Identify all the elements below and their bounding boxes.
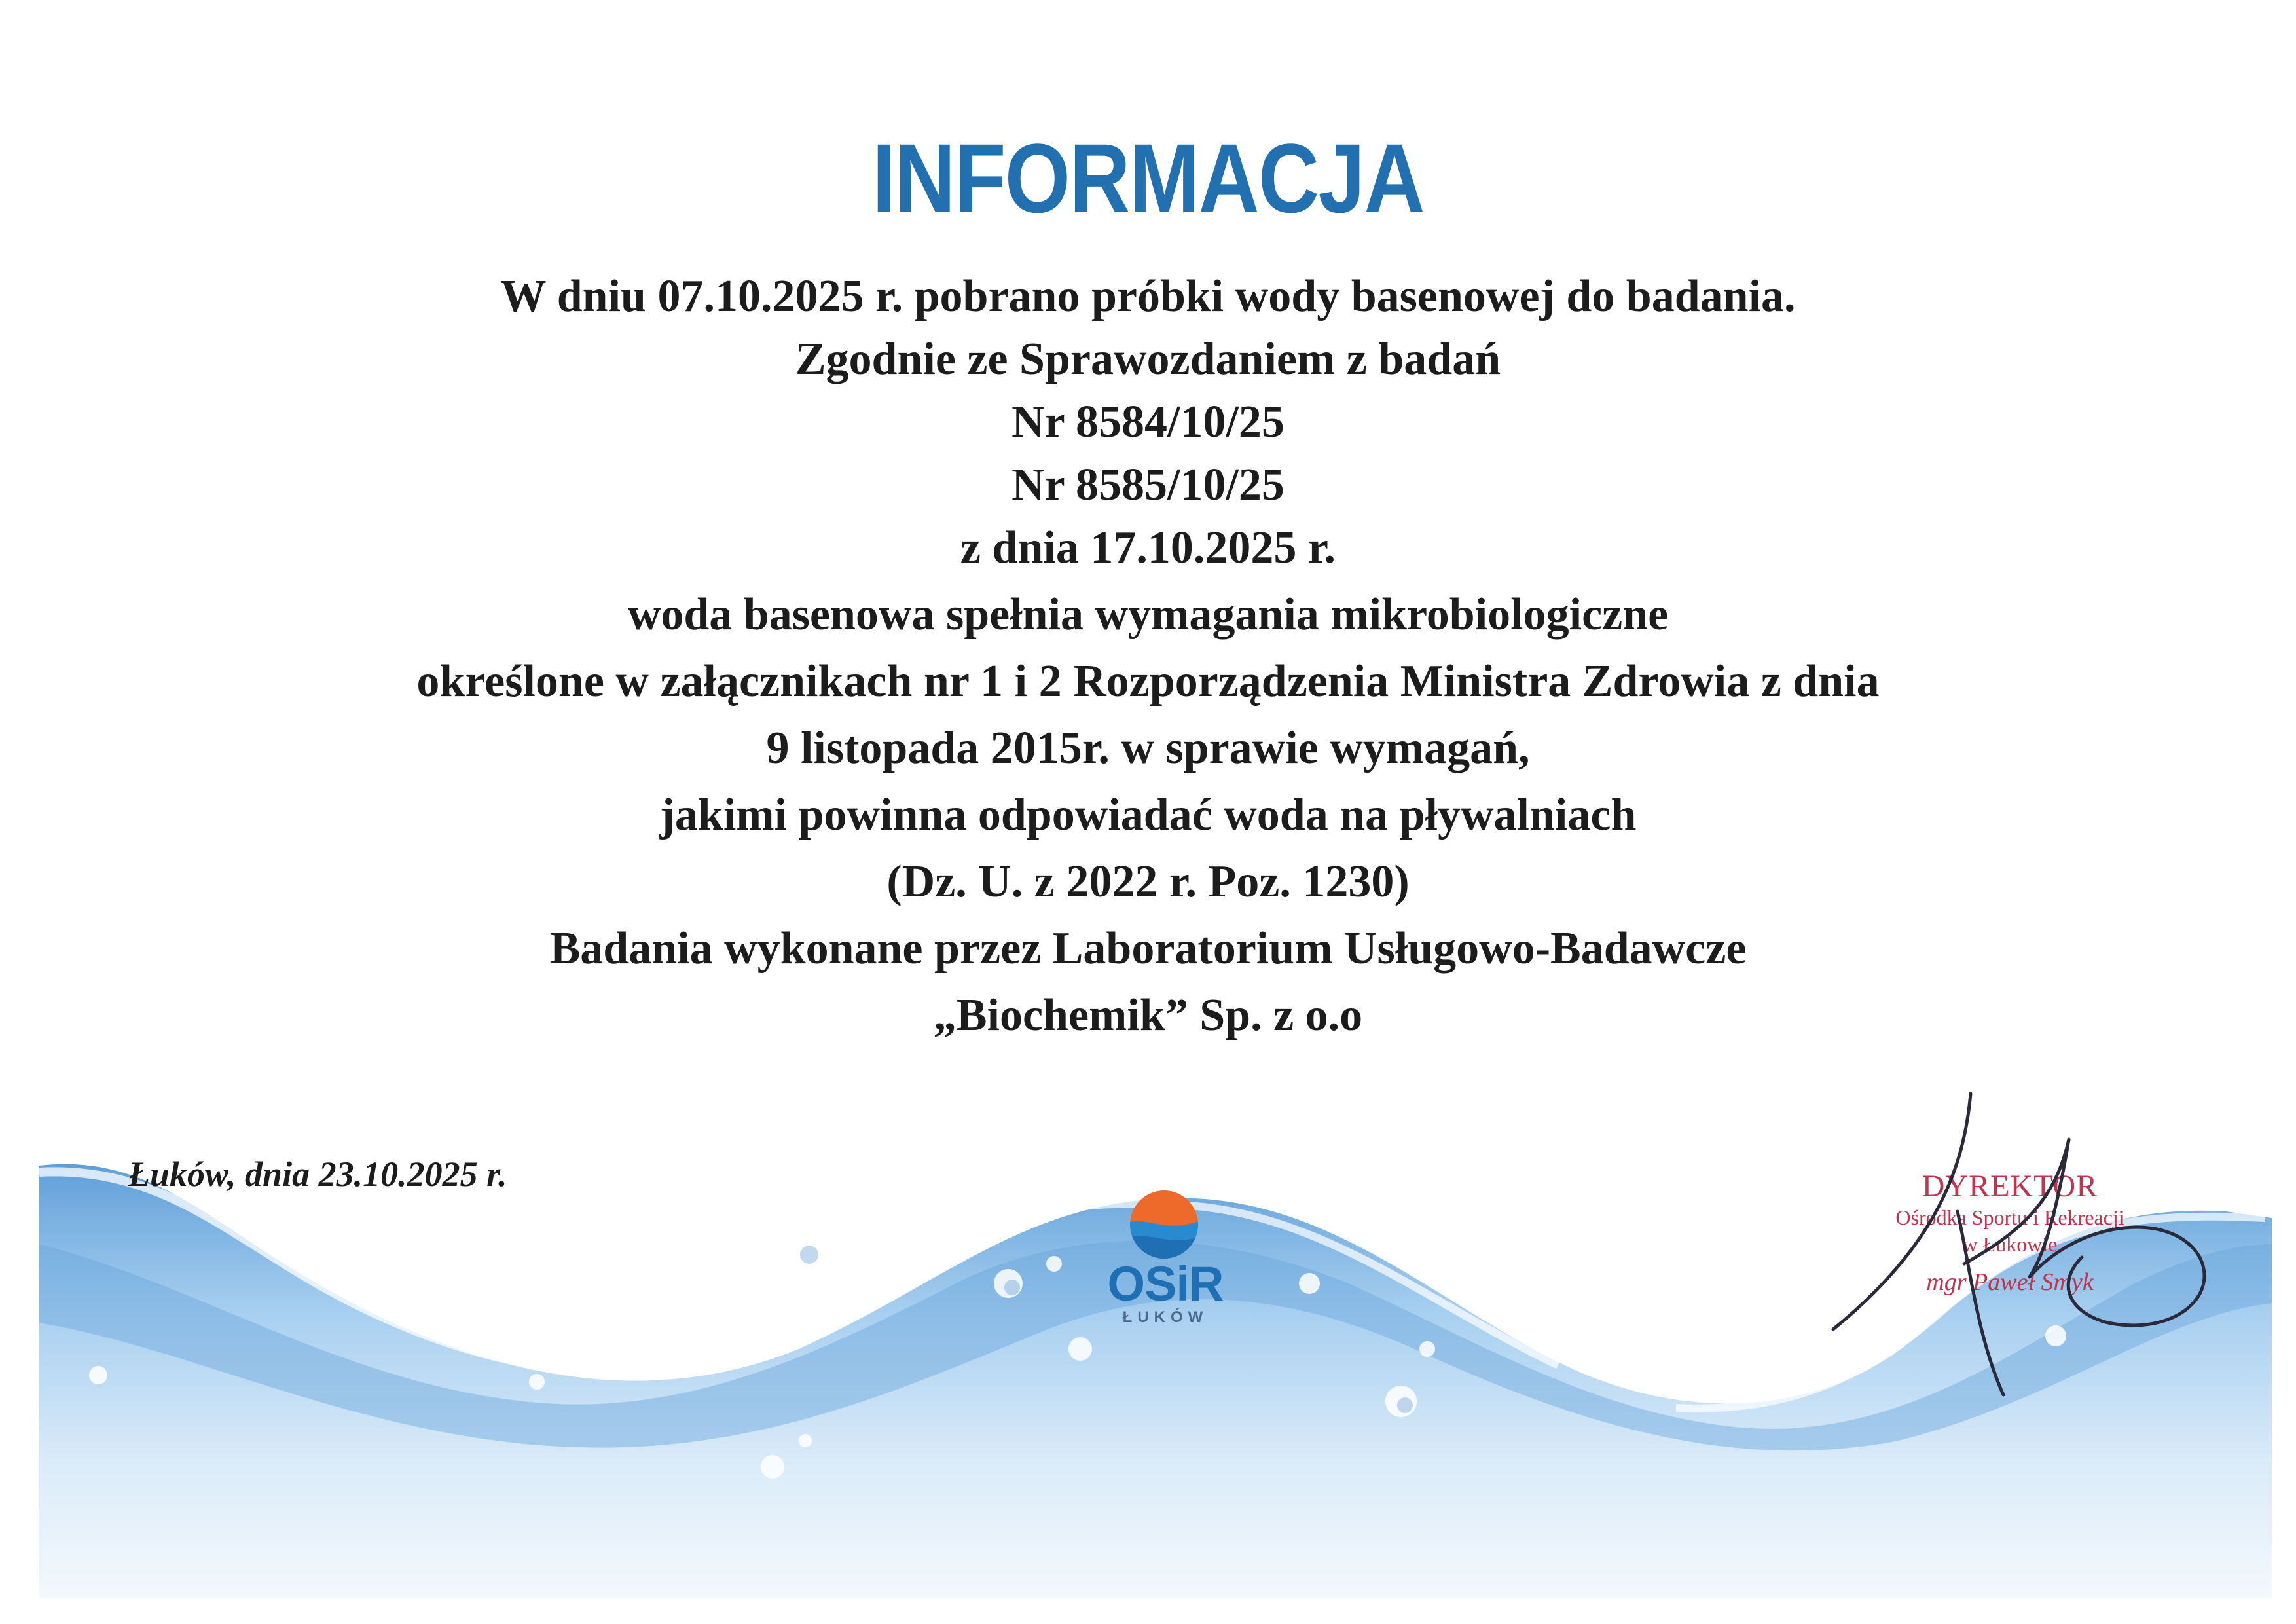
body-line: 9 listopada 2015r. w sprawie wymagań, [766, 723, 1530, 773]
stamp-title: DYREKTOR [1922, 1169, 2098, 1204]
body-line: woda basenowa spełnia wymagania mikrobiologiczne [627, 589, 1669, 640]
document-body [0, 271, 2296, 1060]
place-and-date: Łuków, dnia 23.10.2025 r. [128, 1154, 507, 1194]
logo-subtext: ŁUKÓW [1122, 1308, 1209, 1326]
body-line: (Dz. U. z 2022 r. Poz. 1230) [886, 857, 1410, 907]
body-line: Nr 8585/10/25 [1011, 460, 1285, 510]
body-line: „Biochemik” Sp. z o.o [933, 990, 1363, 1041]
body-line: jakimi powinna odpowiadać woda na pływalniach [659, 790, 1637, 840]
body-line: Zgodnie ze Sprawozdaniem z badań [795, 334, 1501, 384]
stamp-name: mgr Paweł Smyk [1926, 1268, 2094, 1296]
body-line: W dniu 07.10.2025 r. pobrano próbki wody basenowej do badania. [500, 271, 1796, 322]
document-title: INFORMACJA [872, 123, 1424, 233]
body-line: Nr 8584/10/25 [1011, 397, 1285, 447]
body-line: określone w załącznikach nr 1 i 2 Rozporządzenia Ministra Zdrowia z dnia [416, 656, 1880, 707]
stamp-location: w Łukowie [1962, 1232, 2058, 1256]
signature-icon [1807, 1087, 2226, 1428]
body-line: Badania wykonane przez Laboratorium Usługowo-Badawcze [549, 923, 1747, 974]
body-line: z dnia 17.10.2025 r. [960, 523, 1336, 573]
logo-text: OSiR [1107, 1257, 1224, 1311]
stamp-institution: Ośrodka Sportu i Rekreacji [1895, 1206, 2124, 1229]
